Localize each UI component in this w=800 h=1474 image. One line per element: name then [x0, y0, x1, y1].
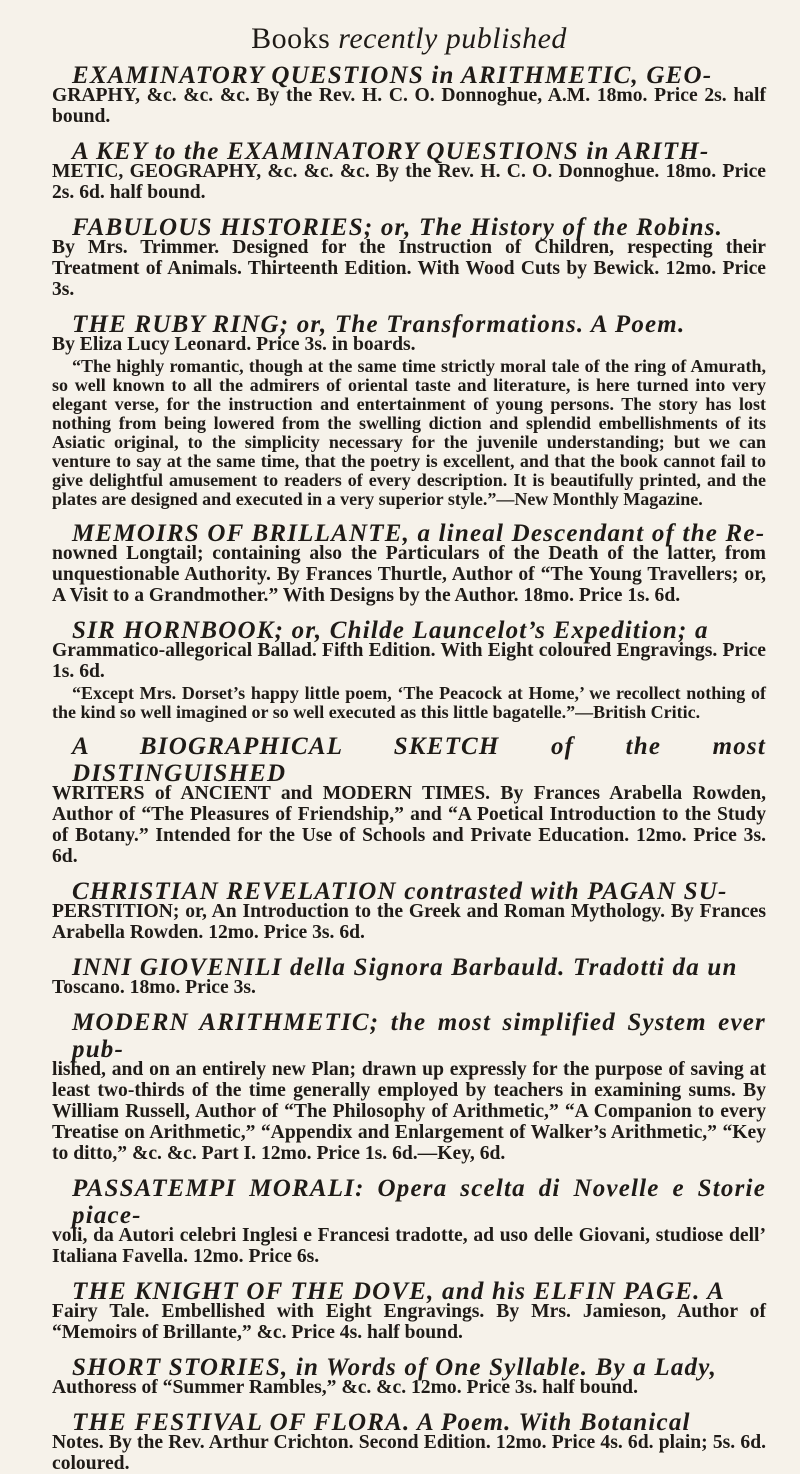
entry-description: PERSTITION; or, An Introduction to the Greek and Roman Mythology. By Frances Arabella Rowden. 12mo. Price 3s. 6d.	[52, 901, 766, 943]
entry-description: METIC, GEOGRAPHY, &c. &c. &c. By the Rev. H. C. O. Donnoghue. 18mo. Price 2s. 6d. half bound.	[52, 161, 766, 203]
book-entry	[52, 954, 766, 998]
entry-description: By Mrs. Trimmer. Designed for the Instruction of Children, respecting their Treatment of Animals. Thirteenth Edition. With Wood Cuts by Bewick. 12mo. Price 3s.	[52, 237, 766, 300]
entry-description: GRAPHY, &c. &c. &c. By the Rev. H. C. O. Donnoghue, A.M. 18mo. Price 2s. half bound.	[52, 85, 766, 127]
entry-title: A BIOGRAPHICAL SKETCH of the most DISTINGUISHED	[72, 733, 766, 787]
entry-review: “The highly romantic, though at the same time strictly moral tale of the ring of Amurath, so well known to all the admirers of oriental taste and literature, is here turned into very elegant verse, for the instruction and entertainment of young persons. The story has lost nothing from being lowered from the swelling diction and splendid embellishments of its Asiatic original, to the simplicity necessary for the juvenile understanding; but we can venture to say at the same time, that the poetry is excellent, and that the book cannot fail to give delightful amusement to readers of every description. It is beautifully printed, and the plates are designed and executed in a very superior style.”—New Monthly Magazine.	[52, 356, 766, 509]
heading-recently-published: recently published	[338, 22, 567, 55]
entry-description: Authoress of “Summer Rambles,” &c. &c. 12mo. Price 3s. half bound.	[52, 1377, 638, 1398]
entry-title: THE FESTIVAL OF FLORA. A Poem. With Botanical	[72, 1409, 691, 1436]
entry-title: MODERN ARITHMETIC; the most simplified System ever pub-	[72, 1009, 766, 1063]
heading-books: Books	[251, 22, 331, 55]
book-entry	[52, 733, 766, 867]
entry-review: “Except Mrs. Dorset’s happy little poem, ‘The Peacock at Home,’ we recollect nothing of the kind so well imagined or so well executed as this little bagatelle.”—British Critic.	[52, 683, 766, 722]
entry-title: THE RUBY RING; or, The Transformations. A Poem.	[72, 311, 686, 338]
entry-title: EXAMINATORY QUESTIONS in ARITHMETIC, GEO-	[72, 62, 713, 89]
entry-description: By Eliza Lucy Leonard. Price 3s. in boards.	[52, 334, 416, 355]
entry-title: THE KNIGHT OF THE DOVE, and his ELFIN PAGE. A	[72, 1278, 725, 1305]
entry-title: MEMOIRS OF BRILLANTE, a lineal Descendant of the Re-	[72, 520, 766, 547]
book-entry	[52, 214, 766, 300]
book-entry	[52, 311, 766, 509]
entry-description: nowned Longtail; containing also the Particulars of the Death of the latter, from unquestionable Authority. By Frances Thurtle, Author of “The Young Travellers; or, A Visit to a Grandmother.” With Designs by the Author. 18mo. Price 1s. 6d.	[52, 543, 766, 606]
book-entry	[52, 1278, 766, 1343]
entry-title: SIR HORNBOOK; or, Childe Launcelot’s Expedition; a	[72, 617, 709, 644]
book-entry	[52, 520, 766, 606]
entry-title: A KEY to the EXAMINATORY QUESTIONS in ARITH-	[72, 138, 710, 165]
entry-description: voli, da Autori celebri Inglesi e Francesi tradotte, ad uso delle Giovani, studiose dell’ Italiana Favella. 12mo. Price 6s.	[52, 1225, 766, 1267]
book-entry	[52, 1354, 766, 1398]
book-entry	[52, 1175, 766, 1267]
entry-description: Notes. By the Rev. Arthur Crichton. Second Edition. 12mo. Price 4s. 6d. plain; 5s. 6d. coloured.	[52, 1432, 766, 1474]
entry-description: lished, and on an entirely new Plan; drawn up expressly for the purpose of saving at least two-thirds of the time generally employed by teachers in examining sums. By William Russell, Author of “The Philosophy of Arithmetic,” “A Companion to every Treatise on Arithmetic,” “Appendix and Enlargement of Walker’s Arithmetic,” “Key to ditto,” &c. &c. Part I. 12mo. Price 1s. 6d.—Key, 6d.	[52, 1059, 766, 1164]
entry-description: WRITERS of ANCIENT and MODERN TIMES. By Frances Arabella Rowden, Author of “The Pleasures of Friendship,” and “A Poetical Introduction to the Study of Botany.” Intended for the Use of Schools and Private Education. 12mo. Price 3s. 6d.	[52, 783, 766, 867]
entry-title: FABULOUS HISTORIES; or, The History of the Robins.	[72, 214, 724, 241]
book-entry	[52, 617, 766, 722]
book-entry	[52, 1009, 766, 1164]
entry-description: Toscano. 18mo. Price 3s.	[52, 977, 256, 998]
entry-description: Fairy Tale. Embellished with Eight Engravings. By Mrs. Jamieson, Author of “Memoirs of Brillante,” &c. Price 4s. half bound.	[52, 1301, 766, 1343]
book-entry	[52, 138, 766, 203]
book-entry	[52, 1409, 766, 1474]
book-entry	[52, 878, 766, 943]
entry-title: PASSATEMPI MORALI: Opera scelta di Novelle e Storie piace-	[72, 1175, 766, 1229]
entry-description: Grammatico-allegorical Ballad. Fifth Edition. With Eight coloured Engravings. Price 1s. 6d.	[52, 640, 766, 682]
entry-title: INNI GIOVENILI della Signora Barbauld. Tradotti da un	[72, 954, 738, 981]
entry-title: CHRISTIAN REVELATION contrasted with PAGAN SU-	[72, 878, 728, 905]
page-heading	[52, 22, 766, 56]
entry-title: SHORT STORIES, in Words of One Syllable. By a Lady,	[72, 1354, 718, 1381]
book-entry	[52, 62, 766, 127]
